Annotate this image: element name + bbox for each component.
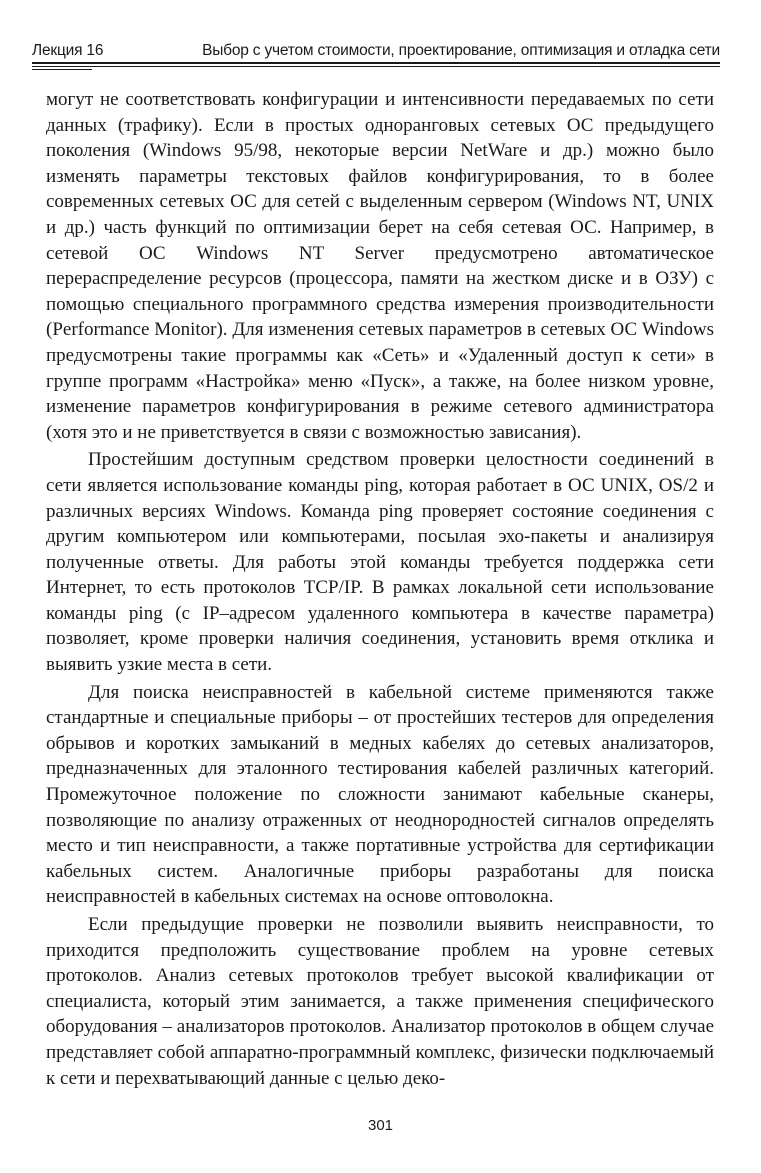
- body-text: [46, 87, 714, 1091]
- header-rule: [32, 62, 720, 64]
- paragraph: Простейшим доступным средством проверки целостности соединений в сети является использование команды ping, которая работает в ОС UNIX, OS/2 и различных версиях Windows. Команда ping проверяет состояние соединения с другим компьютером или компьютерами, посылая эхо-пакеты и анализируя полученные ответы. Для работы этой команды требуется поддержка сети Интернет, то есть протоколов TCP/IP. В рамках локальной сети использование команды ping (с IP–адресом удаленного компьютера в качестве параметра) позволяет, кроме проверки наличия соединения, установить время отклика и выявить узкие места в сети.: [46, 449, 714, 676]
- header-rule-short: [32, 69, 92, 70]
- lecture-label: Лекция 16: [32, 42, 104, 59]
- header-rule-secondary: [32, 66, 720, 67]
- chapter-title: Выбор с учетом стоимости, проектирование, оптимизация и отладка сети: [202, 42, 720, 59]
- paragraph: Если предыдущие проверки не позволили выявить неисправности, то приходится предположить существование проблем на уровне сетевых протоколов. Анализ сетевых протоколов требует высокой квалификации от специалиста, который этим занимается, а также применения специфического оборудования – анализаторов протоколов. Анализатор протоколов в общем случае представляет собой аппаратно-программный комплекс, физически подключаемый к сети и перехватывающий данные с целью деко-: [46, 914, 714, 1089]
- paragraph: Для поиска неисправностей в кабельной системе применяются также стандартные и специальные приборы – от простейших тестеров для определения обрывов и коротких замыканий в медных кабелях до сетевых анализаторов, предназначенных для эталонного тестирования кабелей различных категорий. Промежуточное положение по сложности занимают кабельные сканеры, позволяющие по анализу отраженных от неоднородностей сигналов определять место и тип неисправности, а также портативные устройства для сертификации кабельных систем. Аналогичные приборы разработаны для поиска неисправностей в кабельных системах на основе оптоволокна.: [46, 681, 714, 908]
- paragraph: могут не соответствовать конфигурации и интенсивности передаваемых по сети данных (трафику). Если в простых одноранговых сетевых ОС предыдущего поколения (Windows 95/98, некоторые версии NetWare и др.) можно было изменять параметры текстовых файлов конфигурирования, то в более современных сетевых ОС для сетей с выделенным сервером (Windows NT, UNIX и др.) часть функций по оптимизации берет на себя сетевая ОС. Например, в сетевой ОС Windows NT Server предусмотрено автоматическое перераспределение ресурсов (процессора, памяти на жестком диске и в ОЗУ) с помощью специального программного средства измерения производительности (Performance Monitor). Для изменения сетевых параметров в сетевых ОС Windows предусмотрены такие программы как «Сеть» и «Удаленный доступ к сети» в группе программ «Настройка» меню «Пуск», а также, на более низком уровне, изменение параметров конфигурирования в режиме сетевого администратора (хотя это и не приветствуется в связи с возможностью зависания).: [46, 89, 714, 443]
- page-number: 301: [367, 1117, 394, 1134]
- running-head: [32, 42, 720, 60]
